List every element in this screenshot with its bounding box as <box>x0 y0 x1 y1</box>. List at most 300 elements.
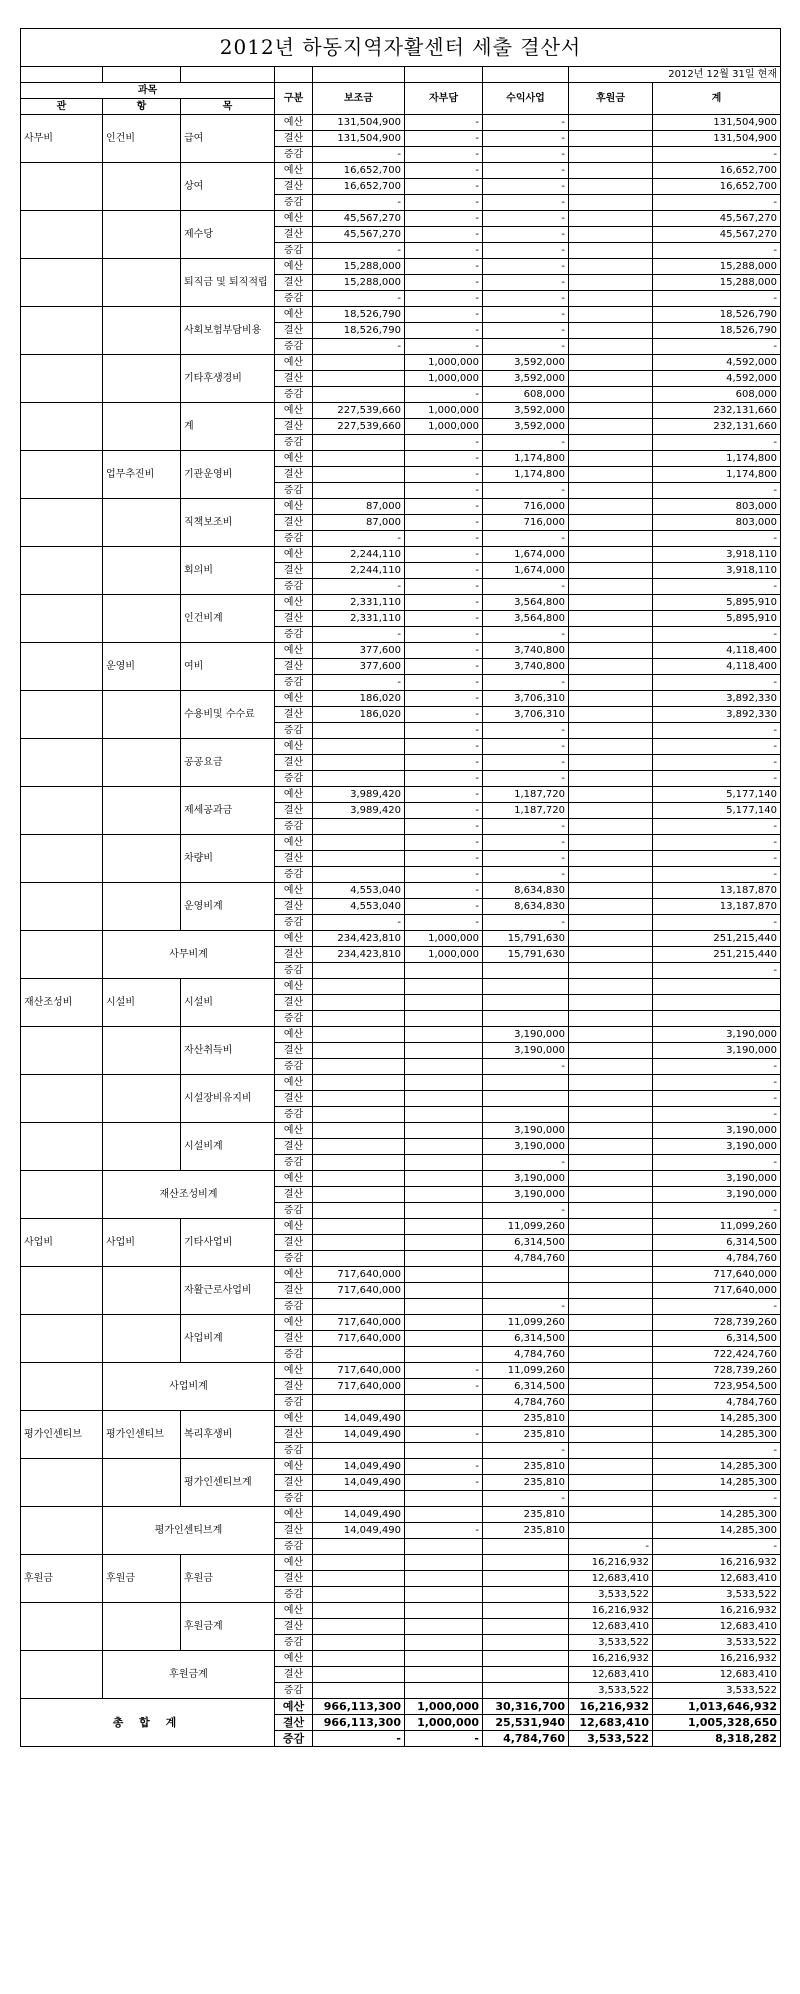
value-cell <box>313 1107 405 1123</box>
value-cell <box>405 995 483 1011</box>
gwan-cell <box>21 787 103 835</box>
value-cell: 717,640,000 <box>653 1267 781 1283</box>
value-cell: - <box>653 1299 781 1315</box>
value-cell <box>405 1075 483 1091</box>
value-cell: - <box>569 1539 653 1555</box>
gwan-cell <box>21 595 103 643</box>
mok-cell: 인건비계 <box>181 595 275 643</box>
value-cell <box>569 771 653 787</box>
value-cell <box>569 1059 653 1075</box>
value-cell: - <box>405 803 483 819</box>
value-cell: 8,634,830 <box>483 883 569 899</box>
value-cell: 15,791,630 <box>483 931 569 947</box>
value-cell <box>569 707 653 723</box>
table-row <box>21 883 781 899</box>
mok-cell: 제세공과금 <box>181 787 275 835</box>
value-cell: 803,000 <box>653 499 781 515</box>
header-donation: 후원금 <box>569 83 653 115</box>
gubun-diff: 증감 <box>275 1395 313 1411</box>
value-cell: - <box>405 739 483 755</box>
value-cell: - <box>653 1075 781 1091</box>
value-cell: 14,285,300 <box>653 1507 781 1523</box>
gwan-cell <box>21 643 103 691</box>
value-cell <box>483 1283 569 1299</box>
value-cell: - <box>483 739 569 755</box>
value-cell <box>405 1251 483 1267</box>
value-cell <box>569 419 653 435</box>
value-cell: 3,989,420 <box>313 787 405 803</box>
table-row <box>21 787 781 803</box>
gubun-settle: 결산 <box>275 659 313 675</box>
value-cell <box>483 1107 569 1123</box>
gubun-diff: 증감 <box>275 1059 313 1075</box>
value-cell: - <box>483 771 569 787</box>
gubun-budget: 예산 <box>275 451 313 467</box>
value-cell: - <box>483 307 569 323</box>
value-cell: - <box>483 1059 569 1075</box>
subtotal-label: 재산조성비계 <box>103 1171 275 1219</box>
value-cell <box>405 1059 483 1075</box>
value-cell: - <box>405 147 483 163</box>
value-cell: - <box>653 627 781 643</box>
value-cell: - <box>405 131 483 147</box>
value-cell: - <box>405 339 483 355</box>
value-cell: 1,174,800 <box>483 451 569 467</box>
mok-cell: 퇴직금 및 퇴직적립 <box>181 259 275 307</box>
gubun-settle: 결산 <box>275 371 313 387</box>
value-cell: - <box>483 835 569 851</box>
gwan-cell <box>21 1507 103 1555</box>
mok-cell: 상여 <box>181 163 275 211</box>
value-cell <box>313 1347 405 1363</box>
value-cell: - <box>653 1443 781 1459</box>
value-cell <box>569 803 653 819</box>
value-cell: - <box>653 755 781 771</box>
table-row <box>21 595 781 611</box>
value-cell: 4,553,040 <box>313 899 405 915</box>
value-cell: 728,739,260 <box>653 1315 781 1331</box>
mok-cell: 복리후생비 <box>181 1411 275 1459</box>
gubun-budget: 예산 <box>275 1123 313 1139</box>
hang-cell <box>103 547 181 595</box>
total-value-cell: 30,316,700 <box>483 1699 569 1715</box>
total-value-cell: 1,013,646,932 <box>653 1699 781 1715</box>
value-cell: - <box>483 1203 569 1219</box>
value-cell <box>653 979 781 995</box>
value-cell: 131,504,900 <box>653 131 781 147</box>
value-cell <box>405 1651 483 1667</box>
total-value-cell: 1,000,000 <box>405 1699 483 1715</box>
value-cell: 15,791,630 <box>483 947 569 963</box>
value-cell <box>313 851 405 867</box>
value-cell <box>405 1315 483 1331</box>
gwan-cell <box>21 691 103 739</box>
value-cell <box>313 1539 405 1555</box>
value-cell: - <box>405 883 483 899</box>
table-row <box>21 979 781 995</box>
gubun-diff: 증감 <box>275 291 313 307</box>
gwan-cell: 후원금 <box>21 1555 103 1603</box>
grand-total-label: 총 합 계 <box>21 1699 275 1747</box>
value-cell: - <box>483 195 569 211</box>
gubun-budget: 예산 <box>275 979 313 995</box>
value-cell: - <box>405 579 483 595</box>
mok-cell: 후원금계 <box>181 1603 275 1651</box>
value-cell: - <box>483 339 569 355</box>
value-cell: 15,288,000 <box>653 259 781 275</box>
value-cell: 3,918,110 <box>653 563 781 579</box>
gubun-settle: 결산 <box>275 1427 313 1443</box>
gubun-diff: 증감 <box>275 1731 313 1747</box>
value-cell <box>569 1411 653 1427</box>
value-cell: 235,810 <box>483 1427 569 1443</box>
value-cell <box>313 1651 405 1667</box>
value-cell: - <box>653 851 781 867</box>
value-cell <box>483 1683 569 1699</box>
value-cell <box>569 1283 653 1299</box>
hang-cell: 운영비 <box>103 643 181 691</box>
gubun-budget: 예산 <box>275 691 313 707</box>
value-cell: - <box>405 899 483 915</box>
hang-cell: 시설비 <box>103 979 181 1027</box>
value-cell: - <box>405 547 483 563</box>
table-row <box>21 691 781 707</box>
value-cell <box>313 1683 405 1699</box>
gubun-settle: 결산 <box>275 131 313 147</box>
value-cell: - <box>653 483 781 499</box>
header-revenue: 수익사업 <box>483 83 569 115</box>
value-cell <box>313 1011 405 1027</box>
value-cell <box>483 1587 569 1603</box>
value-cell: - <box>405 531 483 547</box>
value-cell: - <box>405 707 483 723</box>
value-cell: 11,099,260 <box>483 1219 569 1235</box>
value-cell <box>483 1603 569 1619</box>
value-cell <box>483 1667 569 1683</box>
value-cell <box>569 1075 653 1091</box>
gwan-cell <box>21 931 103 979</box>
value-cell <box>405 1491 483 1507</box>
value-cell <box>483 1651 569 1667</box>
value-cell <box>313 1571 405 1587</box>
table-row <box>21 1027 781 1043</box>
gubun-budget: 예산 <box>275 115 313 131</box>
value-cell: - <box>313 243 405 259</box>
gubun-settle: 결산 <box>275 1379 313 1395</box>
value-cell: - <box>653 1107 781 1123</box>
value-cell: 3,564,800 <box>483 611 569 627</box>
gubun-diff: 증감 <box>275 1299 313 1315</box>
table-row <box>21 355 781 371</box>
value-cell: - <box>405 467 483 483</box>
value-cell: - <box>483 243 569 259</box>
hang-cell <box>103 163 181 211</box>
table-row <box>21 1267 781 1283</box>
gubun-diff: 증감 <box>275 819 313 835</box>
value-cell: 5,177,140 <box>653 803 781 819</box>
gubun-settle: 결산 <box>275 899 313 915</box>
value-cell <box>569 723 653 739</box>
value-cell: 14,285,300 <box>653 1411 781 1427</box>
value-cell <box>405 1539 483 1555</box>
value-cell: 14,049,490 <box>313 1411 405 1427</box>
value-cell: - <box>405 595 483 611</box>
value-cell: 2,331,110 <box>313 611 405 627</box>
value-cell: 16,652,700 <box>313 179 405 195</box>
gubun-settle: 결산 <box>275 467 313 483</box>
value-cell <box>569 259 653 275</box>
value-cell: 235,810 <box>483 1523 569 1539</box>
value-cell: 3,533,522 <box>569 1587 653 1603</box>
gwan-cell <box>21 1267 103 1315</box>
value-cell <box>569 531 653 547</box>
value-cell: - <box>653 739 781 755</box>
value-cell: - <box>405 787 483 803</box>
value-cell: 11,099,260 <box>483 1315 569 1331</box>
gubun-settle: 결산 <box>275 227 313 243</box>
value-cell: 717,640,000 <box>313 1331 405 1347</box>
gubun-diff: 증감 <box>275 1203 313 1219</box>
value-cell <box>569 739 653 755</box>
value-cell: 12,683,410 <box>653 1619 781 1635</box>
value-cell <box>569 339 653 355</box>
value-cell: 1,674,000 <box>483 547 569 563</box>
value-cell: - <box>483 291 569 307</box>
gubun-settle: 결산 <box>275 995 313 1011</box>
value-cell <box>313 1075 405 1091</box>
value-cell <box>405 1155 483 1171</box>
value-cell <box>405 1107 483 1123</box>
value-cell: 4,592,000 <box>653 371 781 387</box>
value-cell: - <box>405 771 483 787</box>
value-cell: - <box>405 451 483 467</box>
gubun-budget: 예산 <box>275 835 313 851</box>
value-cell: 3,892,330 <box>653 691 781 707</box>
value-cell: - <box>483 675 569 691</box>
gubun-settle: 결산 <box>275 1475 313 1491</box>
header-gubun: 구분 <box>275 83 313 115</box>
gwan-cell <box>21 547 103 595</box>
value-cell: - <box>653 1091 781 1107</box>
grand-total-row <box>21 1699 781 1715</box>
value-cell: - <box>483 179 569 195</box>
hang-cell: 후원금 <box>103 1555 181 1603</box>
gubun-budget: 예산 <box>275 739 313 755</box>
header-gwamok: 과목 <box>21 83 275 99</box>
value-cell: - <box>405 1427 483 1443</box>
gubun-diff: 증감 <box>275 627 313 643</box>
value-cell <box>405 1171 483 1187</box>
gubun-settle: 결산 <box>275 1715 313 1731</box>
value-cell <box>569 371 653 387</box>
value-cell <box>405 1331 483 1347</box>
value-cell: - <box>405 291 483 307</box>
value-cell <box>569 1267 653 1283</box>
value-cell <box>405 1235 483 1251</box>
value-cell <box>313 1171 405 1187</box>
gubun-settle: 결산 <box>275 1283 313 1299</box>
value-cell <box>569 1443 653 1459</box>
value-cell: 3,533,522 <box>569 1683 653 1699</box>
value-cell <box>405 1667 483 1683</box>
gwan-cell <box>21 211 103 259</box>
value-cell: - <box>483 115 569 131</box>
table-row <box>21 835 781 851</box>
value-cell: 14,285,300 <box>653 1427 781 1443</box>
mok-cell: 자산취득비 <box>181 1027 275 1075</box>
header-mok: 목 <box>181 99 275 115</box>
hang-cell <box>103 1075 181 1123</box>
value-cell <box>313 835 405 851</box>
value-cell <box>405 1187 483 1203</box>
value-cell: - <box>405 691 483 707</box>
value-cell <box>569 883 653 899</box>
gwan-cell <box>21 403 103 451</box>
total-value-cell: 966,113,300 <box>313 1699 405 1715</box>
value-cell: 12,683,410 <box>653 1571 781 1587</box>
value-cell <box>405 1123 483 1139</box>
gubun-budget: 예산 <box>275 1075 313 1091</box>
table-row <box>21 1123 781 1139</box>
value-cell: 4,784,760 <box>483 1251 569 1267</box>
total-value-cell: 4,784,760 <box>483 1731 569 1747</box>
mok-cell: 시설비 <box>181 979 275 1027</box>
gubun-budget: 예산 <box>275 1315 313 1331</box>
value-cell <box>569 931 653 947</box>
value-cell <box>569 179 653 195</box>
value-cell: - <box>405 515 483 531</box>
value-cell: 12,683,410 <box>569 1667 653 1683</box>
value-cell: 235,810 <box>483 1459 569 1475</box>
value-cell: - <box>313 915 405 931</box>
value-cell: 45,567,270 <box>313 211 405 227</box>
value-cell: 131,504,900 <box>653 115 781 131</box>
table-row <box>21 1603 781 1619</box>
value-cell: 2,331,110 <box>313 595 405 611</box>
value-cell <box>405 1555 483 1571</box>
value-cell: 3,190,000 <box>653 1171 781 1187</box>
value-cell <box>405 1011 483 1027</box>
mok-cell: 자활근로사업비 <box>181 1267 275 1315</box>
subtotal-label: 후원금계 <box>103 1651 275 1699</box>
value-cell: 1,000,000 <box>405 403 483 419</box>
value-cell: - <box>653 963 781 979</box>
value-cell: 15,288,000 <box>313 259 405 275</box>
value-cell: - <box>483 435 569 451</box>
mok-cell: 시설비계 <box>181 1123 275 1171</box>
value-cell: 1,187,720 <box>483 787 569 803</box>
value-cell <box>405 1347 483 1363</box>
value-cell <box>569 1027 653 1043</box>
value-cell: 717,640,000 <box>313 1283 405 1299</box>
value-cell: 6,314,500 <box>483 1331 569 1347</box>
gubun-diff: 증감 <box>275 1443 313 1459</box>
table-row <box>21 1171 781 1187</box>
total-value-cell: 966,113,300 <box>313 1715 405 1731</box>
value-cell: - <box>313 627 405 643</box>
gubun-budget: 예산 <box>275 211 313 227</box>
value-cell: 235,810 <box>483 1475 569 1491</box>
value-cell <box>313 723 405 739</box>
gubun-settle: 결산 <box>275 1043 313 1059</box>
gubun-settle: 결산 <box>275 1331 313 1347</box>
value-cell: 131,504,900 <box>313 115 405 131</box>
mok-cell: 기타후생경비 <box>181 355 275 403</box>
value-cell: - <box>653 1539 781 1555</box>
value-cell: 232,131,660 <box>653 403 781 419</box>
value-cell: - <box>405 643 483 659</box>
table-row <box>21 931 781 947</box>
total-value-cell: - <box>405 1731 483 1747</box>
gwan-cell <box>21 1603 103 1651</box>
value-cell: 1,000,000 <box>405 947 483 963</box>
value-cell <box>569 755 653 771</box>
value-cell: 12,683,410 <box>653 1667 781 1683</box>
hang-cell <box>103 1027 181 1075</box>
gubun-diff: 증감 <box>275 771 313 787</box>
hang-cell <box>103 1315 181 1363</box>
value-cell: 3,592,000 <box>483 419 569 435</box>
value-cell <box>569 675 653 691</box>
value-cell <box>405 1571 483 1587</box>
value-cell: - <box>405 499 483 515</box>
value-cell: - <box>653 819 781 835</box>
value-cell <box>405 1587 483 1603</box>
value-cell: - <box>405 835 483 851</box>
value-cell <box>569 163 653 179</box>
value-cell: 1,174,800 <box>653 467 781 483</box>
gubun-settle: 결산 <box>275 179 313 195</box>
value-cell: 717,640,000 <box>653 1283 781 1299</box>
value-cell <box>483 1635 569 1651</box>
total-value-cell: 1,005,328,650 <box>653 1715 781 1731</box>
value-cell: 18,526,790 <box>313 307 405 323</box>
value-cell <box>405 1139 483 1155</box>
value-cell: 16,216,932 <box>569 1555 653 1571</box>
value-cell <box>569 1331 653 1347</box>
value-cell: 3,190,000 <box>483 1187 569 1203</box>
value-cell <box>313 867 405 883</box>
hang-cell: 업무추진비 <box>103 451 181 499</box>
gubun-diff: 증감 <box>275 147 313 163</box>
gubun-budget: 예산 <box>275 547 313 563</box>
value-cell: - <box>483 323 569 339</box>
value-cell: 16,216,932 <box>653 1651 781 1667</box>
value-cell <box>405 963 483 979</box>
value-cell: 6,314,500 <box>653 1235 781 1251</box>
gubun-settle: 결산 <box>275 851 313 867</box>
value-cell: 232,131,660 <box>653 419 781 435</box>
value-cell <box>569 1347 653 1363</box>
gubun-diff: 증감 <box>275 387 313 403</box>
value-cell: 16,216,932 <box>569 1603 653 1619</box>
table-row <box>21 403 781 419</box>
value-cell <box>569 659 653 675</box>
settlement-sheet <box>20 28 780 1747</box>
gubun-settle: 결산 <box>275 947 313 963</box>
gubun-diff: 증감 <box>275 1011 313 1027</box>
gubun-settle: 결산 <box>275 1235 313 1251</box>
value-cell: 1,674,000 <box>483 563 569 579</box>
value-cell: - <box>653 291 781 307</box>
value-cell <box>405 1091 483 1107</box>
total-value-cell: 3,533,522 <box>569 1731 653 1747</box>
value-cell: - <box>405 211 483 227</box>
hang-cell: 평가인센티브 <box>103 1411 181 1459</box>
value-cell <box>313 483 405 499</box>
subtotal-label: 사업비계 <box>103 1363 275 1411</box>
value-cell: 3,190,000 <box>483 1123 569 1139</box>
